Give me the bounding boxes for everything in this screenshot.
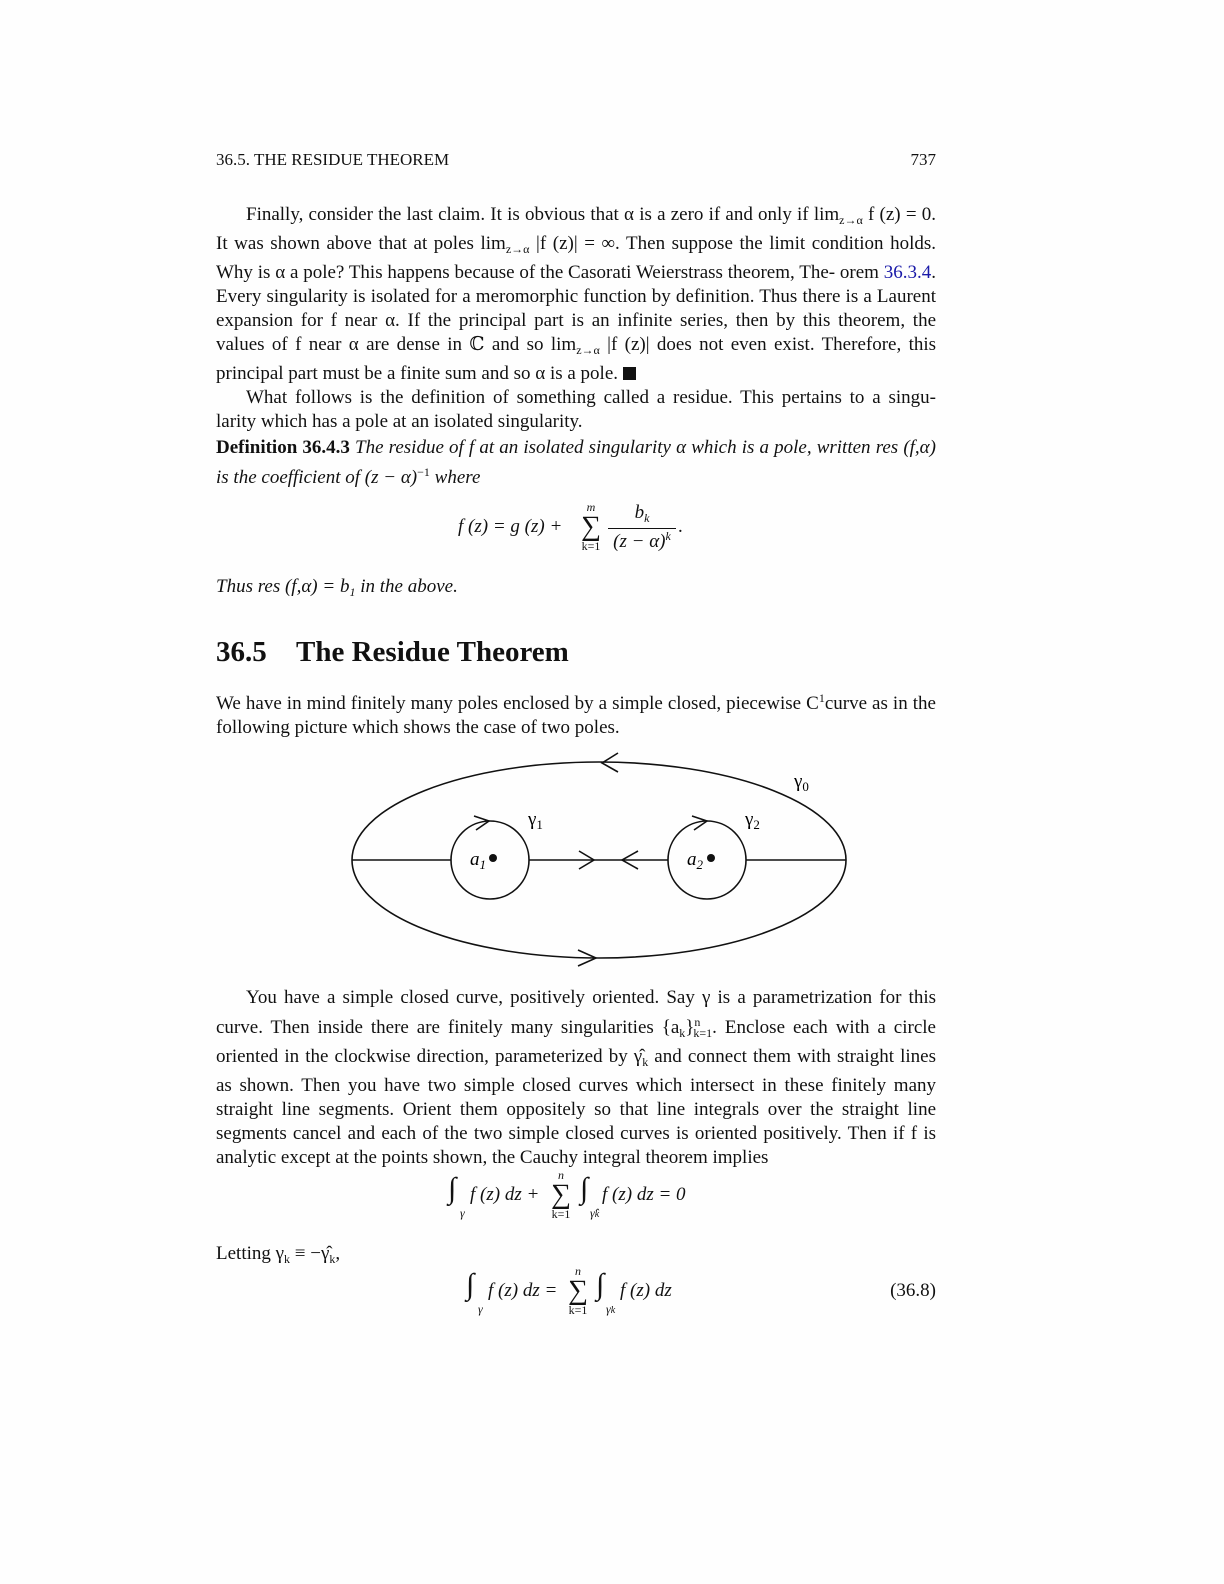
laurent-equation: f (z) = g (z) + m ∑ k=1 $b_k$ $(z - \alpha)^k$ . — [458, 500, 683, 553]
definition-conclusion: Thus res $(f,\alpha) = b_1$ in the above. — [216, 576, 458, 599]
page-number: 737 — [910, 150, 936, 169]
label-gamma1: γ — [528, 809, 537, 830]
label-gamma0: γ — [794, 771, 803, 792]
section-title: The Residue Theorem — [296, 636, 569, 668]
section-number: 36.5 — [216, 636, 267, 668]
running-head-section: 36.5. THE RESIDUE THEOREM — [216, 150, 450, 169]
label-a1: a — [470, 849, 480, 870]
paragraph-residue-intro: What follows is the definition of something called a residue. This pertains to a singu- larity which has a pole at an isolated singularity. — [216, 387, 936, 432]
definition-36-4-3: Definition 36.4.3 The residue of f at an isolated singularity α which is a pole, written res (f,α) is the coefficient of $(z - \alpha)^{-1}$ where — [216, 437, 936, 488]
theorem-link[interactable]: 36.3.4 — [883, 262, 932, 283]
cauchy-equation: ∫ γ f (z) dz + n ∑ k=1 ∫ γ̂k f (z) dz = 0 — [448, 1168, 686, 1221]
point-a1 — [489, 854, 497, 862]
label-gamma2: γ — [745, 809, 754, 830]
point-a2 — [707, 854, 715, 862]
svg-text:a1: $a_1$ — [470, 849, 486, 872]
label-a2: a — [687, 849, 697, 870]
paragraph-contour-description: You have a simple closed curve, positively oriented. Say γ is a parametrization for this curve. Then inside there are finitely many singularities $\{a_k\}^n_{k=1}$. Enclose each with a circle oriented in the clockwise direction, parameterized by $\gammâ_k$ and connect them with straight lines as shown. Then you have two simple closed curves which intersect in these finitely many straight line segments. Orient them oppositely so that line integrals over the straight line segments cancel and each of the two simple closed curves is oriented positively. Then if f is analytic except at the points shown, the Cauchy integral theorem implies — [216, 987, 937, 1168]
contour-figure — [216, 750, 936, 980]
equation-number: (36.8) — [890, 1280, 936, 1301]
definition-label: Definition 36.4.3 — [216, 437, 350, 458]
circle-gamma2 — [668, 821, 746, 899]
paragraph-poles: We have in mind finitely many poles enclosed by a simple closed, piecewise $C^1curve$ as in the following picture which shows the case of two poles. — [216, 691, 936, 738]
svg-text:γ2: $\gamma_2$ — [745, 809, 760, 832]
running-head — [216, 150, 936, 170]
svg-text:a2: $a_2$ — [687, 849, 703, 872]
paragraph-casorati: Finally, consider the last claim. It is obvious that α is a zero if and only if $\lim_{z\to\alpha} f$ (z) = 0. It was shown above that at poles $\lim_{z\to\alpha} |f$ (z)| = ∞. Then suppose the limit condition holds. Why is α a pole? This happens because of the Casorati Weierstrass theorem, The- orem 36.3.4. Every singularity is isolated for a meromorphic function by definition. Thus there is a Laurent expansion for f near α. If the principal part is an infinite series, then by this theorem, the values of f near α are dense in ℂ and so $\lim_{z\to\alpha} |f$ (z)| does not even exist. Therefore, this principal part must be a finite sum and so α is a pole. What follows is the definition of something called a residue. This pertains to a singu- larity which has a pole at an isolated singularity. — [216, 204, 937, 432]
svg-text:γ1: $\gamma_1$ — [528, 809, 543, 832]
svg-text:γ0: $\gamma_0$ — [794, 771, 809, 794]
letting-line: Letting $\gamma_k$ ≡ $-\gammâ_k$, — [216, 1243, 341, 1266]
section-heading — [216, 636, 569, 669]
residue-equation: ∫ γ f (z) dz = n ∑ k=1 ∫ γk f (z) dz (36.8) — [466, 1264, 936, 1317]
qed-mark — [623, 367, 636, 380]
